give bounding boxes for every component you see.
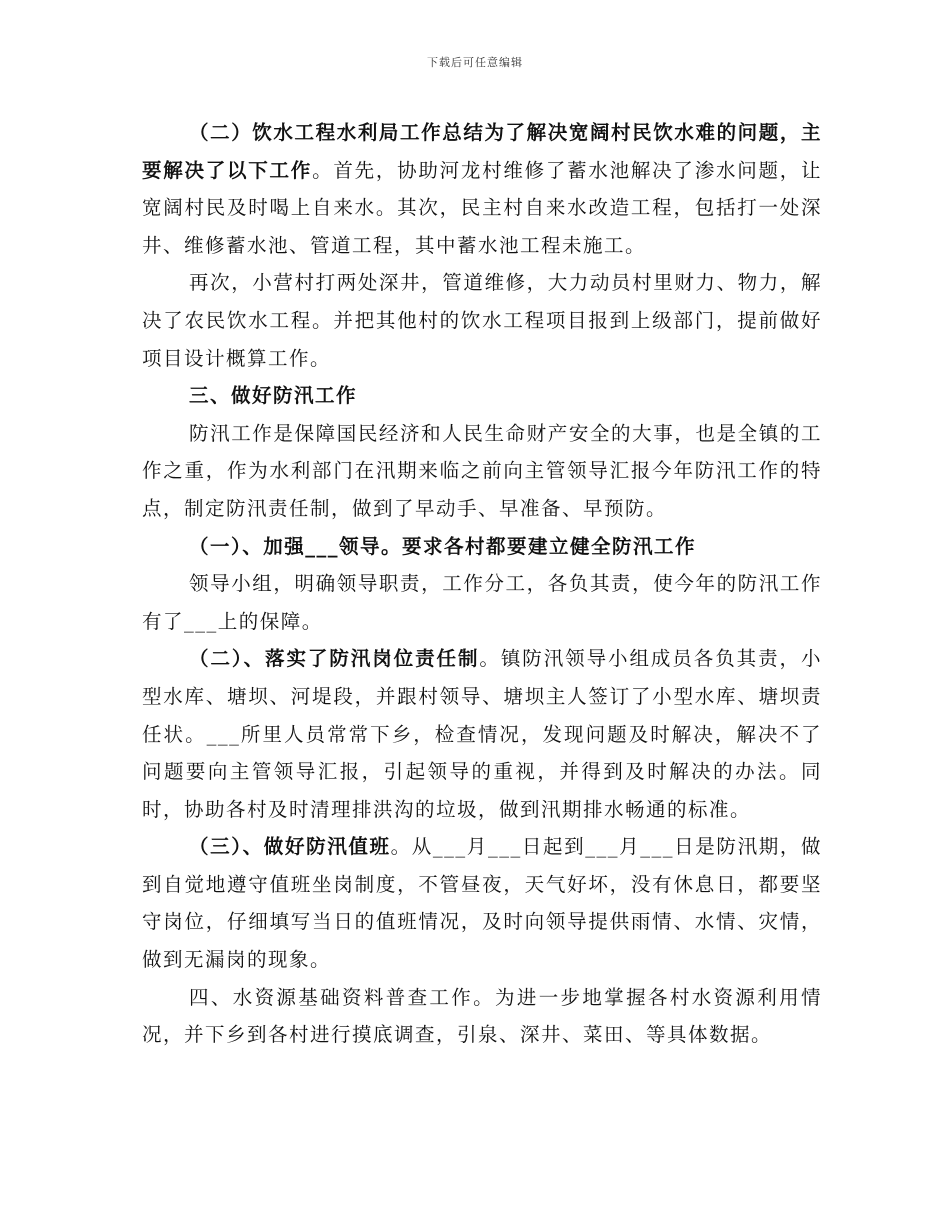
- paragraph-text: 。从___月___日起到___月___日是防汛期，做到自觉地遵守值班坐岗制度，不管昼夜，天气好坏，没有休息日，都要坚守岗位，仔细填写当日的值班情况，及时向领导提供雨情、水情、灾情，做到无漏岗的现象。: [142, 835, 822, 972]
- subheading-leadership: （一）、加强___领导。要求各村都要建立健全防汛工作: [189, 534, 697, 558]
- paragraph-lead: （二）、落实了防汛岗位责任制: [189, 647, 480, 671]
- paragraph-drinking-water: [142, 114, 822, 264]
- paragraph-duty: [142, 828, 822, 978]
- paragraph-leadership-group: 领导小组，明确领导职责，工作分工，各负其责，使今年的防汛工作有了___上的保障。: [142, 572, 822, 633]
- paragraph-responsibility: [142, 640, 822, 828]
- paragraph-water-survey: 四、水资源基础资料普查工作。为进一步地掌握各村水资源利用情况，并下乡到各村进行摸底调查，引泉、深井、菜田、等具体数据。: [142, 985, 822, 1047]
- paragraph-flood-intro: 防汛工作是保障国民经济和人民生命财产安全的大事，也是全镇的工作之重，作为水利部门在汛期来临之前向主管领导汇报今年防汛工作的特点，制定防汛责任制，做到了早动手、早准备、早预防。: [142, 421, 822, 520]
- paragraph-lead: （三）、做好防汛值班: [189, 835, 391, 859]
- section-heading-flood-control: 三、做好防汛工作: [189, 384, 358, 408]
- paragraph-text: 。镇防汛领导小组成员各负其责，小型水库、塘坝、河堤段，并跟村领导、塘坝主人签订了小型水库、塘坝责任状。___所里人员常常下乡，检查情况，发现问题及时解决，解决不了问题要向主管领导汇报，引起领导的重视，并得到及时解决的办法。同时，协助各村及时清理排洪沟的垃圾，做到汛期排水畅通的标准。: [142, 647, 822, 821]
- page-header: 下载后可任意编辑: [427, 56, 523, 69]
- paragraph-lead: （二）饮水工程水利局工作总结为了解决宽阔村民饮水难的问题，主要解决了以下工作: [142, 121, 822, 182]
- paragraph-wells: 再次，小营村打两处深井，管道维修，大力动员村里财力、物力，解决了农民饮水工程。并把其他村的饮水工程项目报到上级部门，提前做好项目设计概算工作。: [142, 271, 822, 370]
- paragraph-text: 。首先，协助河龙村维修了蓄水池解决了渗水问题，让宽阔村民及时喝上自来水。其次，民主村自来水改造工程，包括打一处深井、维修蓄水池、管道工程，其中蓄水池工程未施工。: [142, 158, 822, 257]
- document-body: [142, 114, 822, 1054]
